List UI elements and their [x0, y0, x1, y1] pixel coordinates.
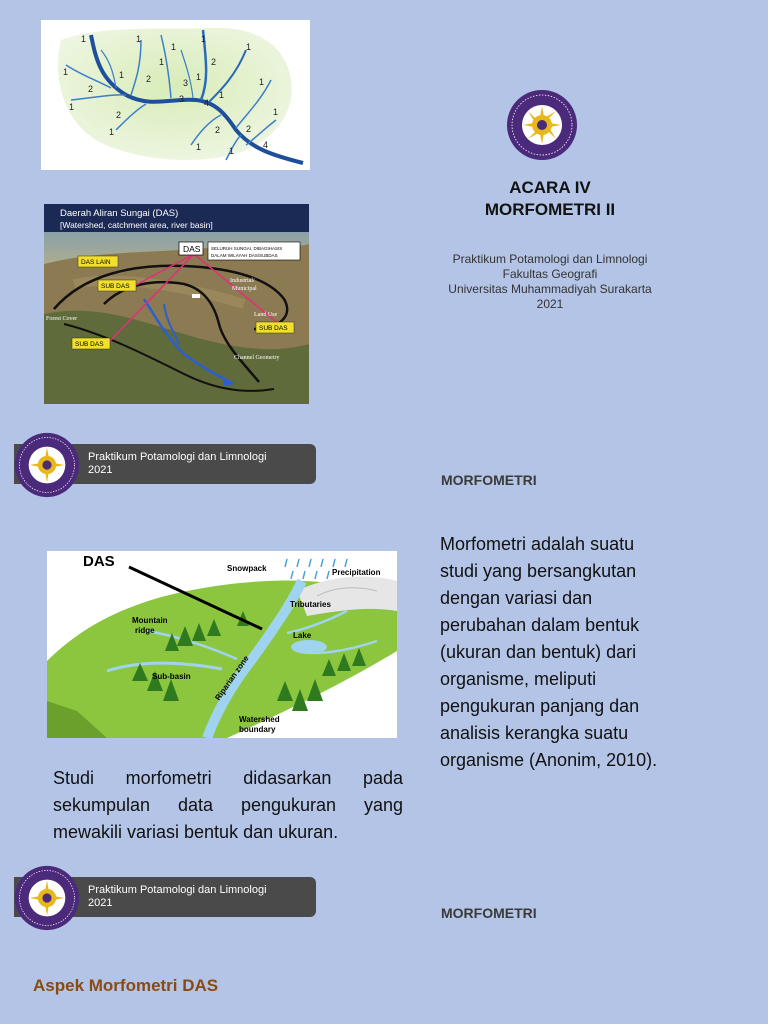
stream-order-label: 1 — [69, 102, 75, 112]
definition-line: organisme, meliputi — [440, 669, 597, 689]
banner-course: Praktikum Potamologi dan Limnologi — [88, 884, 267, 896]
year: 2021 — [536, 297, 564, 311]
course-name: Praktikum Potamologi dan Limnologi — [452, 252, 648, 266]
university-logo — [506, 89, 578, 161]
aerial-das-photo — [44, 204, 309, 404]
aerial-label-industrial: Industrial/ — [230, 278, 255, 284]
faculty-name: Fakultas Geografi — [502, 267, 598, 281]
diagram-label-ridge: ridge — [135, 626, 155, 635]
university-name: Universitas Muhammadiyah Surakarta — [448, 282, 652, 296]
banner-logo — [14, 432, 80, 503]
aerial-header-line1: Daerah Aliran Sungai (DAS) — [60, 208, 179, 219]
aerial-label-das: DAS — [183, 244, 201, 254]
river-order-map-image — [41, 20, 310, 170]
diagram-label-tributaries: Tributaries — [290, 600, 331, 609]
aerial-label-municipal: Municipal — [232, 286, 257, 292]
diagram-label-riparian: Riparian zone — [213, 654, 251, 703]
aerial-label-channel: Channel Geometry — [234, 355, 280, 361]
aerial-das-note1: SELURUH SUNGAI, DIBAGIHASIS — [211, 246, 283, 251]
slide-title — [430, 177, 670, 221]
stream-order-label: 1 — [159, 57, 165, 67]
footer-banner — [14, 444, 316, 484]
aerial-label-forest: Forest Cover — [46, 316, 78, 322]
stream-order-label: 1 — [196, 72, 202, 82]
definition-line: dengan variasi dan — [440, 588, 593, 608]
aerial-header-line2: [Watershed, catchment area, river basin] — [60, 220, 213, 230]
stream-order-label: 1 — [63, 67, 69, 77]
diagram-label-snowpack: Snowpack — [227, 564, 267, 573]
aspek-morfometri-title: Aspek Morfometri DAS — [33, 976, 219, 995]
definition-line: analisis kerangka suatu — [440, 723, 629, 743]
morfometri-study-text: Studi morfometri didasarkan pada sekumpulan data pengukuran yang mewakili variasi bentuk dan ukuran. — [53, 768, 403, 842]
stream-order-label: 1 — [201, 34, 207, 44]
diagram-label-mountain: Mountain — [132, 616, 168, 625]
definition-line: Morfometri adalah suatu — [440, 534, 635, 554]
title-line1: ACARA IV — [509, 178, 591, 197]
stream-order-label: 1 — [196, 142, 202, 152]
stream-order-label: 2 — [215, 125, 221, 135]
stream-order-label: 1 — [119, 70, 125, 80]
definition-line: perubahan dalam bentuk — [440, 615, 640, 635]
stream-order-label: 1 — [109, 127, 115, 137]
footer-banner — [14, 877, 316, 917]
stream-order-label: 3 — [179, 94, 185, 104]
watershed-diagram — [47, 551, 397, 738]
stream-order-label: 1 — [219, 90, 225, 100]
section-heading-morfometri: MORFOMETRI — [441, 905, 537, 921]
definition-line: (ukuran dan bentuk) dari — [440, 642, 637, 662]
section-heading-morfometri: MORFOMETRI — [441, 472, 537, 488]
banner-year: 2021 — [88, 897, 113, 909]
stream-order-label: 2 — [88, 84, 94, 94]
banner-text — [88, 451, 267, 477]
stream-order-label: 1 — [81, 34, 87, 44]
definition-line: organisme (Anonim, 2010). — [440, 750, 658, 770]
diagram-label-watershed: Watershed — [239, 715, 280, 724]
diagram-label-sub-basin: Sub-basin — [152, 672, 191, 681]
diagram-label-lake: Lake — [293, 631, 312, 640]
aerial-label-sub-das: SUB DAS — [75, 341, 104, 348]
diagram-label-precipitation: Precipitation — [332, 568, 381, 577]
stream-order-label: 2 — [146, 74, 152, 84]
aerial-das-note2: DALAM WILAYAH DAS/SUBDAS — [211, 253, 278, 258]
stream-order-label: 2 — [116, 110, 122, 120]
aerial-label-sub-das: SUB DAS — [101, 283, 130, 290]
stream-order-label: 3 — [183, 78, 189, 88]
stream-order-label: 1 — [246, 42, 252, 52]
aerial-label-sub-das: SUB DAS — [259, 325, 288, 332]
morfometri-definition — [440, 531, 740, 774]
definition-line: pengukuran panjang dan — [440, 696, 640, 716]
stream-order-label: 1 — [259, 77, 265, 87]
aerial-label-land-use: Land Use — [254, 312, 278, 318]
stream-order-label: 2 — [246, 124, 252, 134]
banner-year: 2021 — [88, 464, 113, 476]
stream-order-label: 1 — [273, 107, 279, 117]
banner-logo — [14, 865, 80, 936]
stream-order-label: 1 — [171, 42, 177, 52]
definition-line: studi yang bersangkutan — [440, 561, 637, 581]
diagram-label-boundary: boundary — [239, 725, 276, 734]
course-info — [420, 252, 680, 312]
banner-text — [88, 884, 267, 910]
aerial-label-das-lain: DAS LAIN — [81, 259, 111, 266]
diagram-label-das: DAS — [83, 553, 115, 570]
stream-order-label: 4 — [204, 98, 210, 108]
stream-order-label: 1 — [136, 34, 142, 44]
stream-order-label: 2 — [211, 57, 217, 67]
banner-course: Praktikum Potamologi dan Limnologi — [88, 451, 267, 463]
stream-order-label: 4 — [263, 140, 269, 150]
title-line2: MORFOMETRI II — [484, 200, 616, 219]
stream-order-label: 1 — [229, 146, 235, 156]
